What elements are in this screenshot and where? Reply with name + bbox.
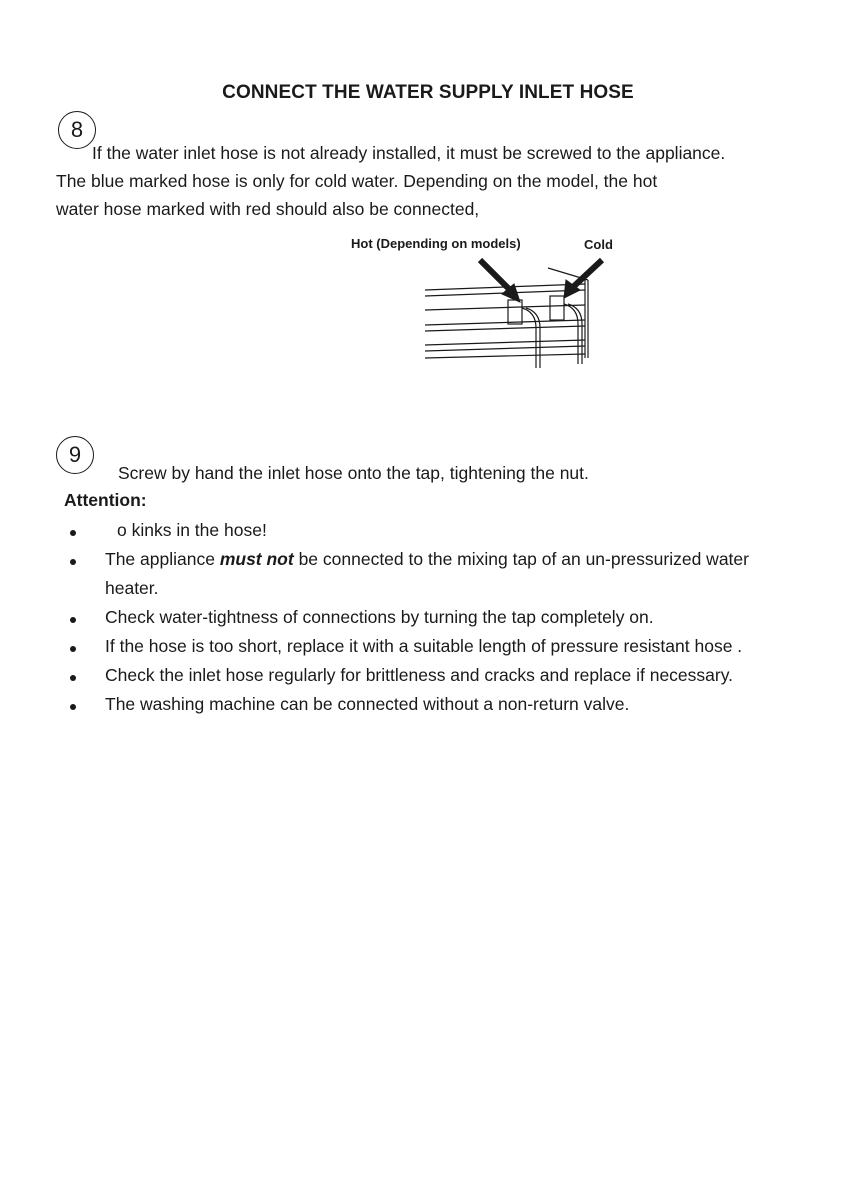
step-8-line-2: The blue marked hose is only for cold water. Depending on the model, the hot	[56, 171, 658, 191]
attention-list	[0, 516, 842, 719]
inlet-connection-diagram	[420, 250, 620, 370]
bullet-icon	[70, 704, 76, 710]
step-9-text: Screw by hand the inlet hose onto the tap, tightening the nut.	[118, 463, 589, 483]
list-item: Check water-tightness of connections by turning the tap completely on.	[0, 603, 842, 632]
page-title: CONNECT THE WATER SUPPLY INLET HOSE	[222, 82, 634, 103]
bullet-icon	[70, 530, 76, 536]
step-8-line-3: water hose marked with red should also be connected,	[56, 199, 480, 219]
list-item: o kinks in the hose!	[0, 516, 842, 545]
step-9-number: 9	[56, 436, 94, 474]
bullet-icon	[70, 675, 76, 681]
hot-label: Hot (Depending on models)	[351, 236, 521, 251]
list-item: The appliance must not be connected to the mixing tap of an un-pressurized water heater.	[0, 545, 842, 603]
list-item: The washing machine can be connected without a non-return valve.	[0, 690, 842, 719]
list-item: Check the inlet hose regularly for brittleness and cracks and replace if necessary.	[0, 661, 842, 690]
attention-heading: Attention:	[64, 490, 147, 510]
bullet-icon	[70, 646, 76, 652]
step-8-number: 8	[58, 111, 96, 149]
bullet-icon	[70, 559, 76, 565]
step-8-line-1: If the water inlet hose is not already installed, it must be screwed to the appliance.	[92, 143, 726, 163]
bullet-icon	[70, 617, 76, 623]
cold-label: Cold	[584, 237, 613, 252]
list-item: If the hose is too short, replace it with a suitable length of pressure resistant hose .	[0, 632, 842, 661]
